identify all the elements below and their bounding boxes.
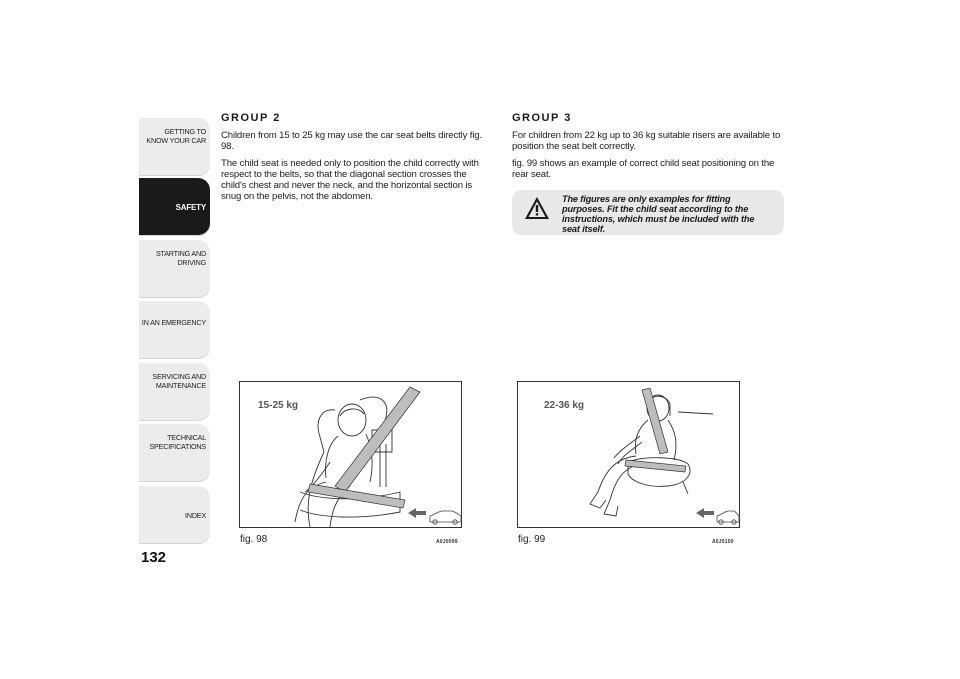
tab-getting-to-know-your-car[interactable] [139, 118, 210, 176]
warning-text: The figures are only examples for fitting purposes. Fit the child seat according to the instructions, which must be included with the seat itself. [562, 194, 755, 234]
group3-heading: GROUP 3 [512, 112, 572, 124]
weight-label: 15-25 kg [258, 400, 299, 411]
page-number: 132 [141, 549, 167, 566]
group2-paragraph-2: The child seat is needed only to position the child correctly with respect to the belts, so that the diagonal section crosses the child's chest and never the neck, and the horizontal section is snug on the pelvis, not the abdomen. [221, 158, 479, 202]
tab-in-an-emergency[interactable] [139, 301, 210, 359]
figure-99-code: A0J0100 [712, 539, 734, 545]
tab-servicing-and-maintenance[interactable] [139, 363, 210, 421]
car-icon [430, 511, 461, 524]
figure-98-code: A0J0099 [436, 539, 458, 545]
car-icon [717, 511, 739, 524]
tab-index[interactable] [139, 486, 210, 544]
group2-section [221, 113, 493, 208]
tab-label: TECHNICAL SPECIFICATIONS [149, 433, 206, 451]
tab-label: INDEX [185, 511, 206, 520]
group3-section [512, 113, 784, 235]
tab-label: GETTING TO KNOW YOUR CAR [146, 127, 206, 145]
tab-label: SERVICING AND MAINTENANCE [152, 372, 206, 390]
tab-label: SAFETY [175, 203, 206, 212]
figure-99-caption: fig. 99 [518, 534, 546, 545]
tab-label: IN AN EMERGENCY [141, 318, 206, 327]
group2-paragraph-1: Children from 15 to 25 kg may use the car seat belts directly fig. 98. [221, 130, 482, 152]
weight-label: 22-36 kg [544, 400, 585, 411]
figure-98 [239, 381, 462, 528]
warning-triangle-icon [524, 196, 550, 220]
tab-label: STARTING AND DRIVING [155, 249, 206, 267]
figure-98-caption: fig. 98 [240, 534, 268, 545]
tab-safety[interactable] [139, 178, 210, 236]
figure-99 [517, 381, 740, 528]
group3-paragraph-2: fig. 99 shows an example of correct child seat positioning on the rear seat. [512, 158, 775, 180]
warning-box [512, 190, 784, 235]
tab-starting-and-driving[interactable] [139, 240, 210, 298]
tab-technical-specifications[interactable] [139, 424, 210, 482]
group3-paragraph-1: For children from 22 kg up to 36 kg suitable risers are available to position the seat belt correctly. [512, 130, 781, 152]
group2-heading: GROUP 2 [221, 112, 281, 124]
